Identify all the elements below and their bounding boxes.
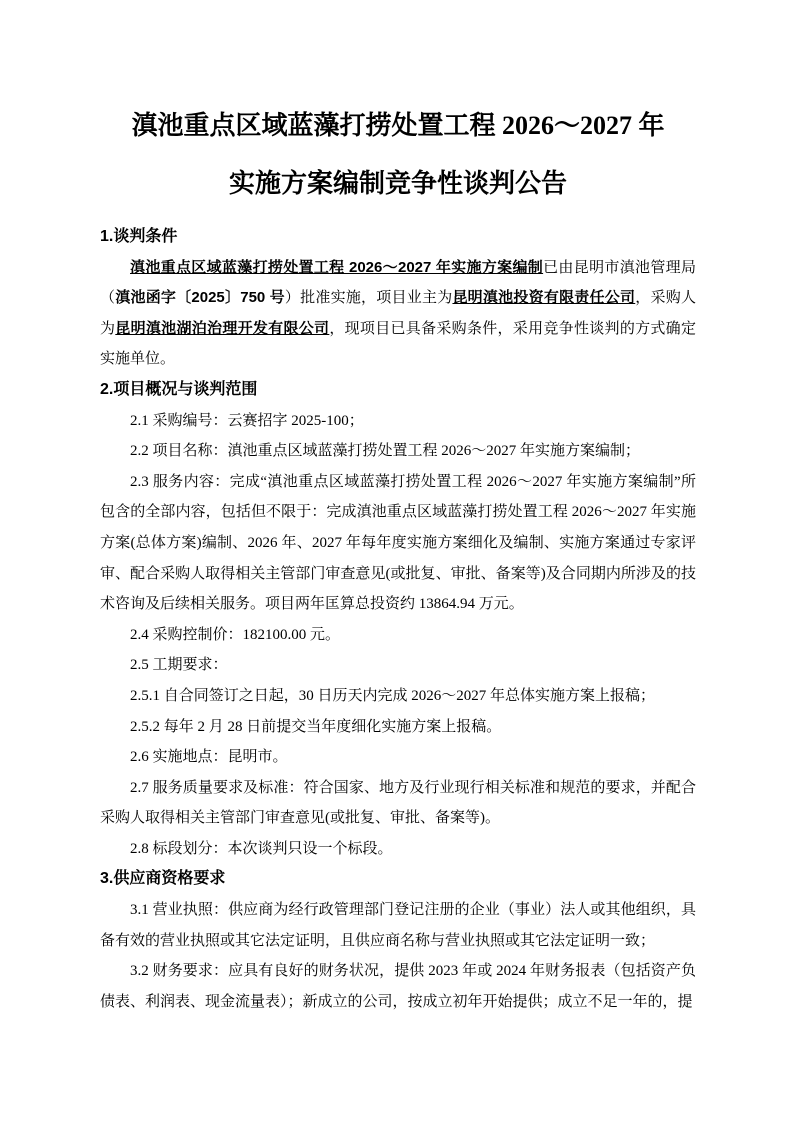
- item-quality-standard: 2.7 服务质量要求及标准：符合国家、地方及行业现行相关标准和规范的要求，并配合采购人取得相关主管部门审查意见(或批复、审批、备案等)。: [100, 779, 696, 827]
- item-control-price: 2.4 采购控制价：182100.00 元。: [130, 626, 341, 643]
- item-schedule-requirement: 2.5 工期要求：: [130, 657, 228, 674]
- item-financial-requirement: 3.2 财务要求：应具有良好的财务状况，提供 2023 年或 2024 年财务报表（包括资产负债表、利润表、现金流量表）；新成立的公司，按成立初年开始提供；成立不足一年的，提: [100, 963, 696, 1010]
- document-title-line1: 滇池重点区域蓝藻打捞处置工程 2026～2027 年: [131, 111, 665, 140]
- item-business-license: 3.1 营业执照：供应商为经行政管理部门登记注册的企业（事业）法人或其他组织，具备有效的营业执照或其它法定证明，且供应商名称与营业执照或其它法定证明一致；: [100, 902, 696, 949]
- item-schedule-2-5-2: 2.5.2 每年 2 月 28 日前提交当年度细化实施方案上报稿。: [130, 718, 502, 735]
- project-owner-name: 昆明滇池投资有限责任公司: [452, 289, 636, 307]
- project-name-text: 滇池重点区域蓝藻打捞处置工程 2026～2027 年实施方案编制: [130, 258, 544, 276]
- item-location: 2.6 实施地点：昆明市。: [130, 749, 288, 766]
- approval-lead-text: 已由昆明市滇池管理局（: [100, 259, 696, 307]
- item-project-name: 2.2 项目名称：滇池重点区域蓝藻打捞处置工程 2026～2027 年实施方案编制；: [130, 443, 641, 460]
- tail-text: ，现项目已具备采购条件，采用竞争性谈判的方式确定实施单位。: [100, 320, 696, 368]
- document-title-line2: 实施方案编制竞争性谈判公告: [228, 169, 567, 198]
- section-3-heading: 3.供应商资格要求: [100, 870, 226, 888]
- purchaser-name: 昆明滇池湖泊治理开发有限公司: [115, 319, 330, 337]
- document-title: [100, 97, 696, 213]
- after-doc-text: ）批准实施，项目业主为: [284, 290, 453, 307]
- section-1-heading: 1.谈判条件: [100, 228, 178, 245]
- item-service-content: 2.3 服务内容：完成“滇池重点区域蓝藻打捞处置工程 2026～2027 年实施方案编制”所包含的全部内容，包括但不限于：完成滇池重点区域蓝藻打捞处置工程 2026～2027 年实施方案(总体方案)编制、2026 年、2027 年每年度实施方案细化及编制、实施方案通过专家评审、配合采购人取得相关主管部门审查意见(或批复、审批、备案等)及合同期内所涉及的技术咨询及后续相关服务。项目两年匡算总投资约 13864.94 万元。: [100, 473, 696, 613]
- section-2-heading: 2.项目概况与谈判范围: [100, 380, 258, 398]
- item-procurement-number: 2.1 采购编号：云赛招字 2025-100；: [130, 412, 364, 429]
- section-1-paragraph: [100, 253, 696, 375]
- item-schedule-2-5-1: 2.5.1 自合同签订之日起，30 日历天内完成 2026～2027 年总体实施方案上报稿；: [130, 687, 656, 704]
- mid-text: ，采购人为: [100, 290, 696, 337]
- approval-doc-number: 滇池函字〔2025〕750 号: [115, 289, 285, 307]
- item-lot-division: 2.8 标段划分：本次谈判只设一个标段。: [130, 840, 393, 857]
